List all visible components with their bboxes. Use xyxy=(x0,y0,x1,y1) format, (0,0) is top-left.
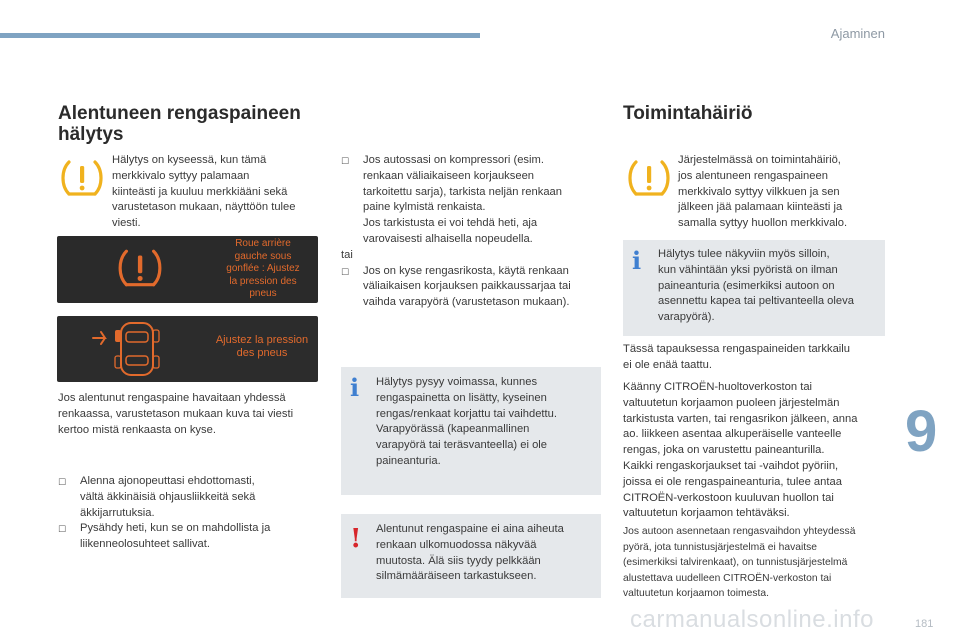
left-intro: Hälytys on kyseessä, kun tämä merkkivalo syttyy palamaan kiinteästi ja kuuluu merkkiääni sekä varustetason mukaan, näyttöön tulee viesti. xyxy=(112,154,296,230)
list-item: ☐ Alenna ajonopeuttasi ehdottomasti, vältä äkkinäisiä ohjausliikkeitä sekä äkkijarrutuksia. xyxy=(58,475,256,519)
header-accent-bar xyxy=(0,33,480,38)
car-top-view-icon xyxy=(87,320,197,378)
left-bullet-list xyxy=(58,474,328,553)
info-icon: i xyxy=(350,373,360,402)
list-item: ☐ Jos on kyse rengasrikosta, käytä renkaan väliaikaisen korjauksen paikkaussarjaa tai vaihda varapyörä (varustetason mukaan). xyxy=(341,264,571,309)
checkbox-bullet-icon: ☐ xyxy=(341,266,350,277)
tyre-pressure-warning-icon xyxy=(117,246,163,290)
right-paragraph-4: Jos autoon asennetaan rengasvaihdon yhteydessä pyörä, jota tunnistusjärjestelmä ei havaitse (esimerkiksi talvirenkaat), on tunnistusjärjestelmä alustettava uudelleen CITROËN-verkoston tai valtuutetun korjaamon toimesta. xyxy=(623,526,856,600)
watermark: carmanualsonline.info xyxy=(630,606,874,633)
info-text: Hälytys tulee näkyviin myös silloin, kun vähintään yksi pyöristä on ilman paineanturia (esimerkiksi autoon on asennettu kapea tai peltivanteella oleva varapyörä). xyxy=(658,248,854,324)
display-message-panel xyxy=(57,236,318,303)
alert-icon: ! xyxy=(350,524,362,554)
left-heading-line2: hälytys xyxy=(58,124,124,145)
caution-text: Alentunut rengaspaine ei aina aiheuta renkaan ulkomuodossa näkyvää muutosta. Älä siis tyydy pelkkään silmämääräiseen tarkastukseen. xyxy=(376,523,564,583)
info-box xyxy=(341,367,601,495)
right-paragraph-1: Tässä tapauksessa rengaspaineiden tarkkailu ei ole enää taattu. xyxy=(623,343,850,371)
left-heading-line1: Alentuneen rengaspaineen xyxy=(58,103,301,124)
info-box xyxy=(623,240,885,336)
right-intro: Järjestelmässä on toimintahäiriö, jos alentuneen rengaspaineen merkkivalo syttyy vilkkuen ja sen jälkeen jää palamaan kiinteästi ja samalla syttyy huollon merkkivalo. xyxy=(678,154,848,230)
tyre-pressure-warning-icon xyxy=(627,158,671,198)
left-heading xyxy=(58,103,328,145)
right-heading: Toimintahäiriö xyxy=(623,103,753,124)
list-item: ☐ Pysähdy heti, kun se on mahdollista ja liikenneolosuhteet sallivat. xyxy=(58,522,271,551)
caution-box xyxy=(341,514,601,598)
section-title: Ajaminen xyxy=(830,26,885,41)
chapter-number: 9 xyxy=(905,399,938,464)
info-text: Hälytys pysyy voimassa, kunnes rengaspainetta on lisätty, kyseinen rengas/renkaat korjattu tai vaihdettu. Varapyörässä (kapeanmallinen varapyörä tai teräsvanteella) ei ole paineanturia. xyxy=(376,376,557,467)
right-paragraph-2: Käänny CITROËN-huoltoverkoston tai valtuutetun korjaamon puoleen järjestelmän tarkistusta varten, tai rengasrikon jälkeen, anna ao. liikkeen asentaa alkuperäiselle vanteelle rengas, joka on varustettu paineanturilla. xyxy=(623,381,858,457)
checkbox-bullet-icon: ☐ xyxy=(341,156,350,166)
car-diagram-text: Ajustez la pression des pneus xyxy=(215,334,309,359)
middle-bullet-list xyxy=(341,153,606,311)
checkbox-bullet-icon: ☐ xyxy=(58,477,67,487)
right-paragraph-3: Kaikki rengaskorjaukset tai -vaihdot pyöriin, joissa ei ole rengaspaineanturia, tulee antaa CITROËN-verkostoon kuuluvan huollon tai valtuutetun korjaamon tehtäväksi. xyxy=(623,460,842,520)
list-item: ☐ Jos autossasi on kompressori (esim. renkaan väliaikaiseen korjaukseen tarkoitettu sarja), tarkista neljän renkaan paine kylmistä renkaista. Jos tarkistusta ei voi tehdä heti, aja varovaisesti alhaisella nopeudella. xyxy=(341,154,562,245)
display-message-text: Roue arrière gauche sous gonflée : Ajustez la pression des pneus xyxy=(226,238,300,299)
checkbox-bullet-icon: ☐ xyxy=(58,524,67,535)
page-number: 181 xyxy=(915,618,934,630)
info-icon: i xyxy=(632,246,642,275)
tyre-pressure-warning-icon xyxy=(60,158,104,198)
left-description: Jos alentunut rengaspaine havaitaan yhdessä renkaassa, varustetason mukaan kuva tai viesti kertoo mistä renkaasta on kyse. xyxy=(58,392,294,436)
list-separator: tai xyxy=(341,248,353,261)
car-diagram-panel xyxy=(57,316,318,382)
